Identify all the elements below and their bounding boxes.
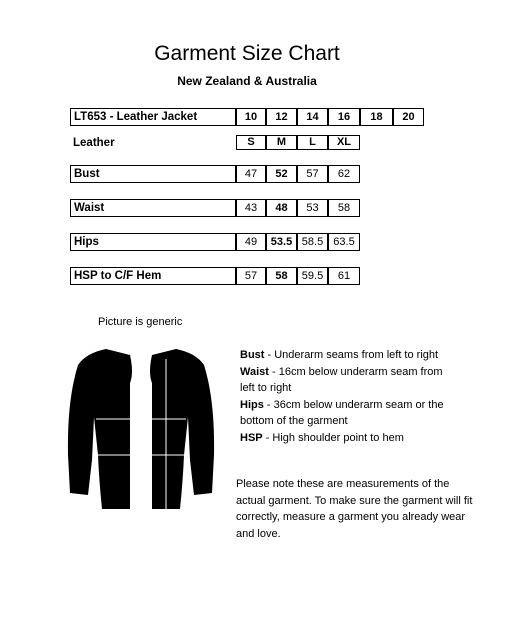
leather-label: Leather bbox=[73, 137, 115, 149]
measure-cell: 58 bbox=[328, 199, 360, 217]
measure-cell: 53.5 bbox=[266, 233, 297, 251]
measurement-definitions bbox=[240, 347, 460, 446]
definition-waist bbox=[240, 364, 460, 397]
measure-cell: 58.5 bbox=[297, 233, 328, 251]
definition-hsp bbox=[240, 430, 460, 447]
size-cell-10: 10 bbox=[236, 108, 266, 126]
row-label-hsp: HSP to C/F Hem bbox=[70, 267, 236, 285]
measure-cell: 63.5 bbox=[328, 233, 360, 251]
measure-cell: 58 bbox=[266, 267, 297, 285]
size-cell-12: 12 bbox=[266, 108, 297, 126]
definition-term: Bust bbox=[240, 349, 265, 361]
measure-cell: 49 bbox=[236, 233, 266, 251]
definition-text: - 16cm below underarm seam from left to right bbox=[240, 365, 443, 394]
measure-cell: 57 bbox=[236, 267, 266, 285]
measure-cell: 59.5 bbox=[297, 267, 328, 285]
row-label-hips: Hips bbox=[70, 233, 236, 251]
definition-text: - 36cm below underarm seam or the bottom of the garment bbox=[240, 398, 444, 427]
size-cell-14: 14 bbox=[297, 108, 328, 126]
letter-size-s: S bbox=[236, 135, 266, 150]
measure-cell: 47 bbox=[236, 165, 266, 183]
measure-cell: 43 bbox=[236, 199, 266, 217]
size-cell-18: 18 bbox=[360, 108, 393, 126]
size-cell-16: 16 bbox=[328, 108, 360, 126]
definition-text: - Underarm seams from left to right bbox=[264, 349, 439, 361]
picture-note: Picture is generic bbox=[98, 316, 183, 328]
definition-bust bbox=[240, 347, 460, 364]
size-cell-20: 20 bbox=[393, 108, 424, 126]
measure-cell: 52 bbox=[266, 165, 297, 183]
measure-cell: 62 bbox=[328, 165, 360, 183]
row-label-waist: Waist bbox=[70, 199, 236, 217]
definition-hips bbox=[240, 397, 460, 430]
definition-text: - High shoulder point to hem bbox=[262, 431, 404, 444]
definition-term: Waist bbox=[240, 365, 269, 378]
definition-term: Hips bbox=[240, 398, 264, 411]
measurement-note: Please note these are measurements of the actual garment. To make sure the garment will fit correctly, measure a garment you already wear and love. bbox=[236, 478, 473, 540]
jacket-illustration bbox=[66, 345, 216, 515]
measure-cell: 61 bbox=[328, 267, 360, 285]
letter-size-xl: XL bbox=[328, 135, 360, 150]
measure-cell: 48 bbox=[266, 199, 297, 217]
measure-cell: 53 bbox=[297, 199, 328, 217]
definition-term: HSP bbox=[240, 431, 263, 444]
letter-size-l: L bbox=[297, 135, 328, 150]
letter-size-m: M bbox=[266, 135, 297, 150]
measure-cell: 57 bbox=[297, 165, 328, 183]
page-title: Garment Size Chart bbox=[154, 42, 340, 65]
style-label: LT653 - Leather Jacket bbox=[70, 108, 236, 126]
row-label-bust: Bust bbox=[70, 165, 236, 183]
page-subtitle: New Zealand & Australia bbox=[177, 74, 317, 88]
